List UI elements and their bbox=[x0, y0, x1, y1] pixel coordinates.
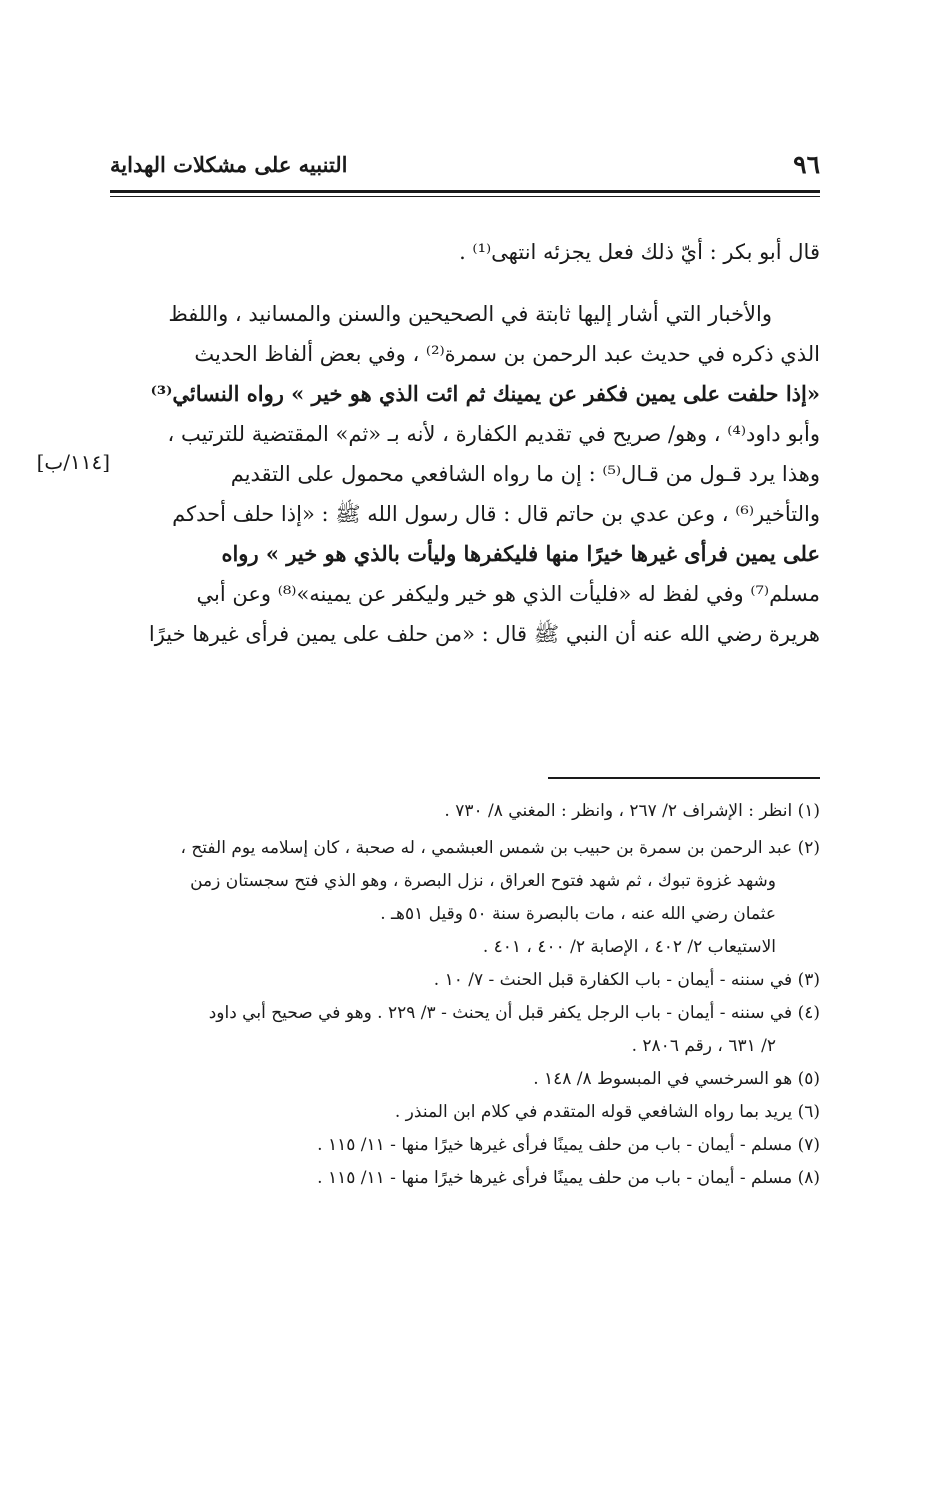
footnote: (٨) مسلم - أيمان - باب من حلف يمينًا فرأى غيرها خيرًا منها - ١١/ ١١٥ . bbox=[317, 1168, 820, 1188]
body-line: قال أبو بكر : أيّ ذلك فعل يجزئه انتهى⁽¹⁾ . bbox=[459, 240, 820, 264]
header-rule-thin bbox=[110, 196, 820, 197]
footnote: (٢) عبد الرحمن بن سمرة بن حبيب بن شمس العبشمي ، له صحبة ، كان إسلامه يوم الفتح ، bbox=[180, 838, 820, 858]
body-line: وأبو داود⁽⁴⁾ ، وهو/ صريح في تقديم الكفارة ، لأنه بـ «ثم» المقتضية للترتيب ، bbox=[167, 422, 820, 446]
footnote-continuation: عثمان رضي الله عنه ، مات بالبصرة سنة ٥٠ وقيل ٥١هـ . bbox=[380, 904, 776, 924]
body-line: مسلم⁽⁷⁾ وفي لفظ له «فليأت الذي هو خير وليكفر عن يمينه»⁽⁸⁾ وعن أبي bbox=[196, 582, 820, 606]
footnote-continuation: وشهد غزوة تبوك ، ثم شهد فتوح العراق ، نزل البصرة ، وهو الذي فتح سجستان زمن bbox=[190, 871, 776, 891]
body-line: والتأخير⁽⁶⁾ ، وعن عدي بن حاتم قال : قال رسول الله ﷺ : «إذا حلف أحدكم bbox=[172, 502, 820, 526]
footnotes bbox=[110, 795, 820, 1195]
margin-folio-marker: [١١٤/ب] bbox=[36, 450, 110, 474]
header-rule-thick bbox=[110, 190, 820, 193]
body-line: والأخبار التي أشار إليها ثابتة في الصحيحين والسنن والمسانيد ، واللفظ bbox=[168, 302, 772, 326]
page-header bbox=[110, 150, 820, 186]
running-title: التنبيه على مشكلات الهداية bbox=[110, 152, 348, 177]
footnote-continuation: ٢/ ٦٣١ ، رقم ٢٨٠٦ . bbox=[631, 1036, 776, 1056]
body-line: على يمين فرأى غيرها خيرًا منها فليكفرها وليأت بالذي هو خير » رواه bbox=[221, 541, 820, 566]
footnote: (٦) يريد بما رواه الشافعي قوله المتقدم في كلام ابن المنذر . bbox=[394, 1102, 820, 1122]
footnote: (٣) في سننه - أيمان - باب الكفارة قبل الحنث - ٧/ ١٠ . bbox=[433, 970, 820, 990]
body-line: الذي ذكره في حديث عبد الرحمن بن سمرة⁽²⁾ ، وفي بعض ألفاظ الحديث bbox=[194, 342, 820, 366]
footnote: (٧) مسلم - أيمان - باب من حلف يمينًا فرأى غيرها خيرًا منها - ١١/ ١١٥ . bbox=[317, 1135, 820, 1155]
footnote-separator bbox=[548, 777, 820, 779]
body-line: «إذا حلفت على يمين فكفر عن يمينك ثم ائت الذي هو خير » رواه النسائي⁽³⁾ bbox=[150, 381, 820, 406]
footnote: (١) انظر : الإشراف ٢/ ٢٦٧ ، وانظر : المغني ٨/ ٧٣٠ . bbox=[444, 801, 820, 821]
footnote: (٤) في سننه - أيمان - باب الرجل يكفر قبل أن يحنث - ٣/ ٢٢٩ . وهو في صحيح أبي داود bbox=[208, 1003, 820, 1023]
page-number: ٩٦ bbox=[793, 150, 820, 179]
footnote: (٥) هو السرخسي في المبسوط ٨/ ١٤٨ . bbox=[533, 1069, 820, 1089]
body-line: وهذا يرد قـول من قـال⁽⁵⁾ : إن ما رواه الشافعي محمول على التقديم bbox=[230, 462, 820, 486]
body-line: هريرة رضي الله عنه أن النبي ﷺ قال : «من حلف على يمين فرأى غيرها خيرًا bbox=[148, 622, 820, 646]
footnote-continuation: الاستيعاب ٢/ ٤٠٢ ، الإصابة ٢/ ٤٠٠ ، ٤٠١ . bbox=[482, 937, 776, 957]
main-text bbox=[110, 232, 820, 654]
